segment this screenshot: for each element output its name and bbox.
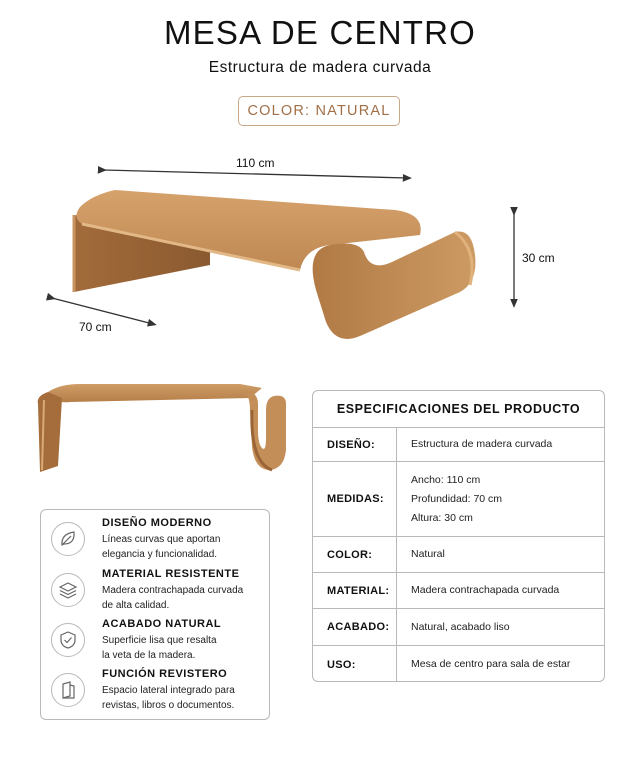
table-magazine-curve	[313, 231, 476, 338]
feature-title: DISEÑO MODERNO	[102, 517, 212, 529]
spec-row-diseno	[313, 428, 604, 462]
spec-label: MEDIDAS:	[313, 462, 397, 536]
layers-icon	[51, 573, 85, 607]
spec-value: Natural	[411, 548, 445, 560]
feature-title: MATERIAL RESISTENTE	[102, 568, 240, 580]
shield-check-icon	[51, 623, 85, 657]
feature-text-line: Espacio lateral integrado para	[102, 685, 235, 696]
spec-value: Mesa de centro para sala de estar	[411, 658, 571, 670]
feature-item	[51, 668, 266, 716]
magazine-icon	[51, 673, 85, 707]
features-panel	[40, 509, 270, 720]
spec-value-height: Altura: 30 cm	[411, 511, 473, 524]
side-table-top	[48, 384, 262, 402]
width-dimension-label: 110 cm	[236, 156, 275, 170]
spec-label: COLOR:	[313, 537, 397, 572]
spec-label: ACABADO:	[313, 609, 397, 645]
spec-value: Estructura de madera curvada	[411, 438, 553, 450]
spec-row-uso	[313, 646, 604, 682]
feature-item	[51, 568, 266, 616]
side-table-curve	[240, 390, 286, 470]
spec-row-material	[313, 573, 604, 609]
spec-row-acabado	[313, 609, 604, 646]
spec-row-color	[313, 537, 604, 573]
feature-text-line: Líneas curvas que aportan	[102, 534, 221, 545]
spec-row-medidas	[313, 462, 604, 537]
depth-dimension-label: 70 cm	[79, 320, 112, 334]
feature-text-line: elegancia y funcionalidad.	[102, 548, 218, 560]
spec-value-depth: Profundidad: 70 cm	[411, 492, 503, 505]
feature-text-line: la veta de la madera.	[102, 649, 196, 661]
leaf-icon	[51, 522, 85, 556]
feature-text-line: Madera contrachapada curvada	[102, 585, 244, 596]
spec-value-width: Ancho: 110 cm	[411, 473, 481, 486]
color-badge: COLOR: NATURAL	[238, 96, 400, 126]
spec-label: MATERIAL:	[313, 573, 397, 608]
feature-item	[51, 517, 266, 565]
specifications-table	[312, 390, 605, 682]
height-dimension-label: 30 cm	[522, 251, 555, 265]
spec-label: DISEÑO:	[313, 428, 397, 461]
feature-item	[51, 618, 266, 666]
product-side-image	[30, 375, 300, 490]
page-title: MESA DE CENTRO	[163, 14, 476, 51]
spec-value: Madera contrachapada curvada	[411, 584, 560, 596]
feature-title: FUNCIÓN REVISTERO	[102, 668, 228, 680]
spec-label: USO:	[313, 646, 397, 682]
feature-text-line: revistas, libros o documentos.	[102, 699, 235, 711]
page-subtitle: Estructura de madera curvada	[208, 59, 432, 76]
feature-text-line: Superficie lisa que resalta	[102, 635, 217, 646]
specifications-title: ESPECIFICACIONES DEL PRODUCTO	[313, 391, 604, 428]
feature-title: ACABADO NATURAL	[102, 618, 222, 630]
spec-value: Natural, acabado liso	[411, 620, 510, 633]
feature-text-line: de alta calidad.	[102, 599, 170, 611]
